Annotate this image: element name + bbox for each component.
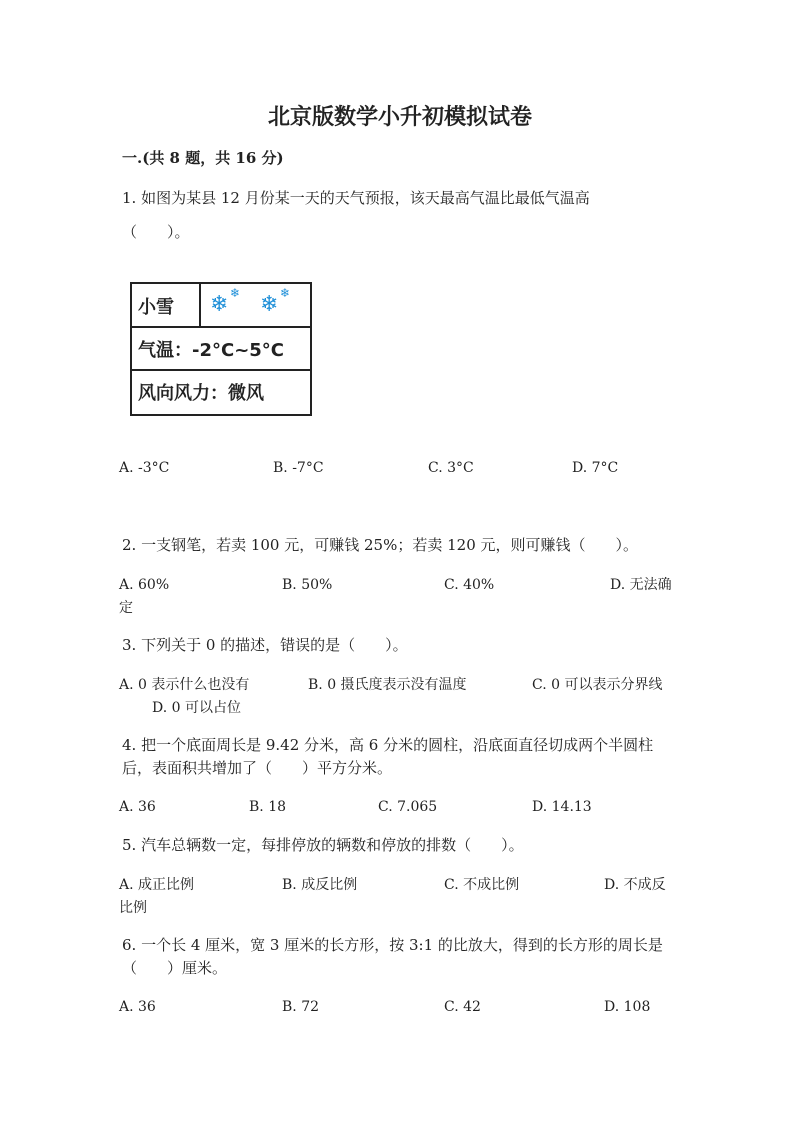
q2-option-c: C. 40% (444, 577, 495, 593)
q3-option-b: B. 0 摄氏度表示没有温度 (308, 677, 467, 693)
question-3-line-1: 3. 下列关于 0 的描述，错误的是（ ）。 (122, 636, 408, 654)
question-4-line-1: 4. 把一个底面周长是 9.42 分米，高 6 分米的圆柱，沿底面直径切成两个半圆柱 (122, 736, 654, 754)
q6-option-b: B. 72 (282, 999, 320, 1015)
question-5-line-1: 5. 汽车总辆数一定，每排停放的辆数和停放的排数（ ）。 (122, 836, 524, 854)
q4-option-a: A. 36 (119, 799, 156, 815)
q5-option-b: B. 成反比例 (282, 877, 358, 893)
q1-option-b: B. -7°C (273, 460, 324, 476)
weather-condition-label: 小雪 (138, 297, 174, 318)
q1-option-d: D. 7°C (572, 460, 619, 476)
q5-option-c: C. 不成比例 (444, 877, 520, 893)
q6-option-a: A. 36 (119, 999, 156, 1015)
question-1-line-1: 1. 如图为某县 12 月份某一天的天气预报，该天最高气温比最低气温高 (122, 189, 590, 207)
q1-option-c: C. 3°C (428, 460, 474, 476)
page-title: 北京版数学小升初模拟试卷 (267, 104, 532, 130)
weather-row-condition (132, 284, 310, 328)
q4-option-b: B. 18 (249, 799, 287, 815)
section-header: 一.(共 8 题，共 16 分) (122, 149, 284, 167)
weather-temperature-label: 气温：-2°C~5°C (138, 340, 285, 361)
question-4-line-2: 后，表面积共增加了（ ）平方分米。 (122, 759, 393, 777)
q3-option-c: C. 0 可以表示分界线 (532, 677, 663, 693)
q6-option-c: C. 42 (444, 999, 481, 1015)
weather-row-temperature (132, 328, 310, 371)
snowflake-icon: ❄ (260, 292, 279, 317)
q2-option-b: B. 50% (282, 577, 333, 593)
q5-option-d: D. 不成反 (604, 877, 666, 893)
q4-option-c: C. 7.065 (378, 799, 438, 815)
q3-option-a: A. 0 表示什么也没有 (119, 677, 250, 693)
weather-divider (199, 284, 201, 326)
question-6-line-1: 6. 一个长 4 厘米，宽 3 厘米的长方形，按 3:1 的比放大，得到的长方形的周长是 (122, 936, 663, 954)
q2-option-a: A. 60% (119, 577, 170, 593)
q5-option-d-continued: 比例 (119, 900, 147, 916)
q6-option-d: D. 108 (604, 999, 651, 1015)
weather-row-wind (132, 371, 310, 412)
snowflake-icon: ❄ (210, 292, 229, 317)
q5-option-a: A. 成正比例 (119, 877, 195, 893)
q2-option-d: D. 无法确 (610, 577, 672, 593)
weather-wind-label: 风向风力：微风 (138, 383, 264, 404)
weather-forecast-figure (130, 282, 312, 416)
q1-option-a: A. -3°C (119, 460, 170, 476)
question-2-line-1: 2. 一支钢笔，若卖 100 元，可赚钱 25%；若卖 120 元，则可赚钱（ ）。 (122, 536, 639, 554)
question-1-line-2: （ ）。 (122, 223, 190, 241)
q2-option-d-continued: 定 (119, 600, 133, 616)
snowflake-icon: ❄ (230, 286, 241, 300)
snowflake-icon: ❄ (280, 286, 291, 300)
q3-option-d: D. 0 可以占位 (152, 700, 241, 716)
q4-option-d: D. 14.13 (532, 799, 592, 815)
question-6-line-2: （ ）厘米。 (122, 959, 228, 977)
